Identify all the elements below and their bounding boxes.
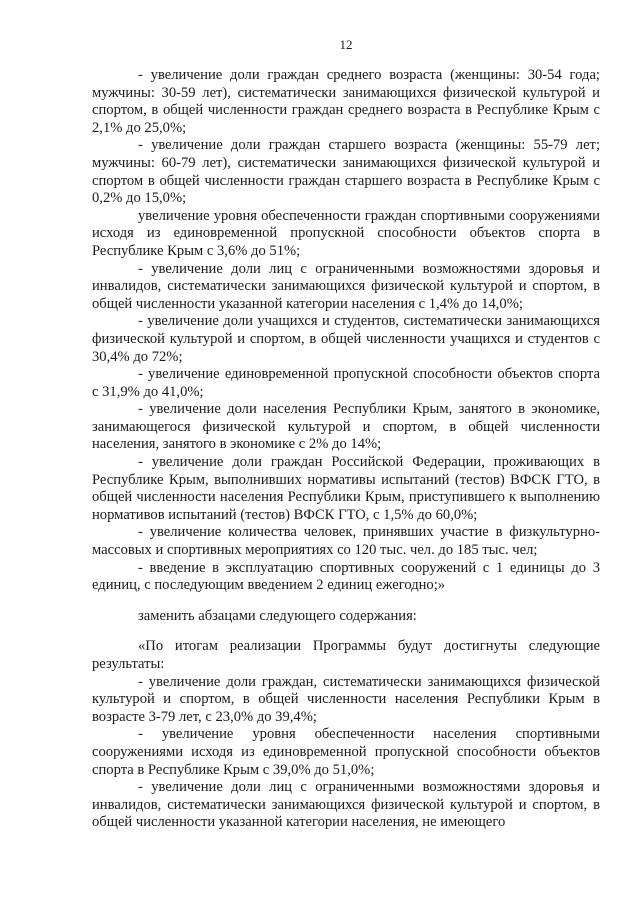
paragraph-disabled-share: - увеличение доли лиц с ограниченными возможностями здоровья и инвалидов, систематически занимающихся физической культурой и спортом, в общей численности указанной категории населения с 1,4% до 14,0%; <box>92 260 600 312</box>
document-body <box>92 67 600 832</box>
paragraph-facility-commissioning: - введение в эксплуатацию спортивных сооружений с 1 единицы до 3 единиц, с последующим введением 2 единиц ежегодно;» <box>92 559 600 594</box>
paragraph-older-age-share: - увеличение доли граждан старшего возраста (женщины: 55-79 лет; мужчины: 60-79 лет), систематически занимающихся физической культурой и спортом в общей численности граждан старшего возраста в Республике Крым с 0,2% до 15,0%; <box>92 137 600 207</box>
paragraph-students-share: - увеличение доли учащихся и студентов, систематически занимающихся физической культурой и спортом, в общей численности учащихся и студентов с 30,4% до 72%; <box>92 313 600 365</box>
paragraph-middle-age-share: - увеличение доли граждан среднего возраста (женщины: 30-54 года; мужчины: 30-59 лет), систематически занимающихся физической культурой и спортом, в общей численности граждан среднего возраста в Республике Крым с 2,1% до 25,0%; <box>92 67 600 136</box>
paragraph-gto-share: - увеличение доли граждан Российской Федерации, проживающих в Республике Крым, выполнивших нормативы испытаний (тестов) ВФСК ГТО, в общей численности населения Республики Крым, приступившего к выполнению нормативов испытаний (тестов) ВФСК ГТО, с 1,5% до 60,0%; <box>92 454 600 523</box>
paragraph-new-facility-provision: - увеличение уровня обеспеченности населения спортивными сооружениями исходя из единовременной пропускной способности объектов спорта в Республике Крым с 39,0% до 51,0%; <box>92 726 600 778</box>
paragraph-new-disabled-share: - увеличение доли лиц с ограниченными возможностями здоровья и инвалидов, систематически занимающихся физической культурой и спортом, в общей численности указанной категории населения, не имеющего <box>92 779 600 831</box>
paragraph-replace-instruction: заменить абзацами следующего содержания: <box>138 607 417 624</box>
paragraph-employed-share: - увеличение доли населения Республики Крым, занятого в экономике, занимающегося физической культурой и спортом, в общей численности населения, занятого в экономике с 2% до 14%; <box>92 401 600 453</box>
paragraph-facility-provision: увеличение уровня обеспеченности граждан спортивными сооружениями исходя из единовременной пропускной способности объектов спорта в Республике Крым с 3,6% до 51%; <box>92 207 600 259</box>
paragraph-results-intro: «По итогам реализации Программы будут достигнуты следующие результаты: <box>92 638 600 672</box>
paragraph-new-citizens-share: - увеличение доли граждан, систематически занимающихся физической культурой и спортом, в общей численности населения Республики Крым в возрасте 3-79 лет, с 23,0% до 39,4%; <box>92 673 600 725</box>
paragraph-throughput-capacity: - увеличение единовременной пропускной способности объектов спорта с 31,9% до 41,0%; <box>92 366 600 400</box>
page-number: 12 <box>339 37 353 52</box>
paragraph-event-participants: - увеличение количества человек, принявших участие в физкультурно-массовых и спортивных мероприятиях со 120 тыс. чел. до 185 тыс. чел; <box>92 524 600 559</box>
